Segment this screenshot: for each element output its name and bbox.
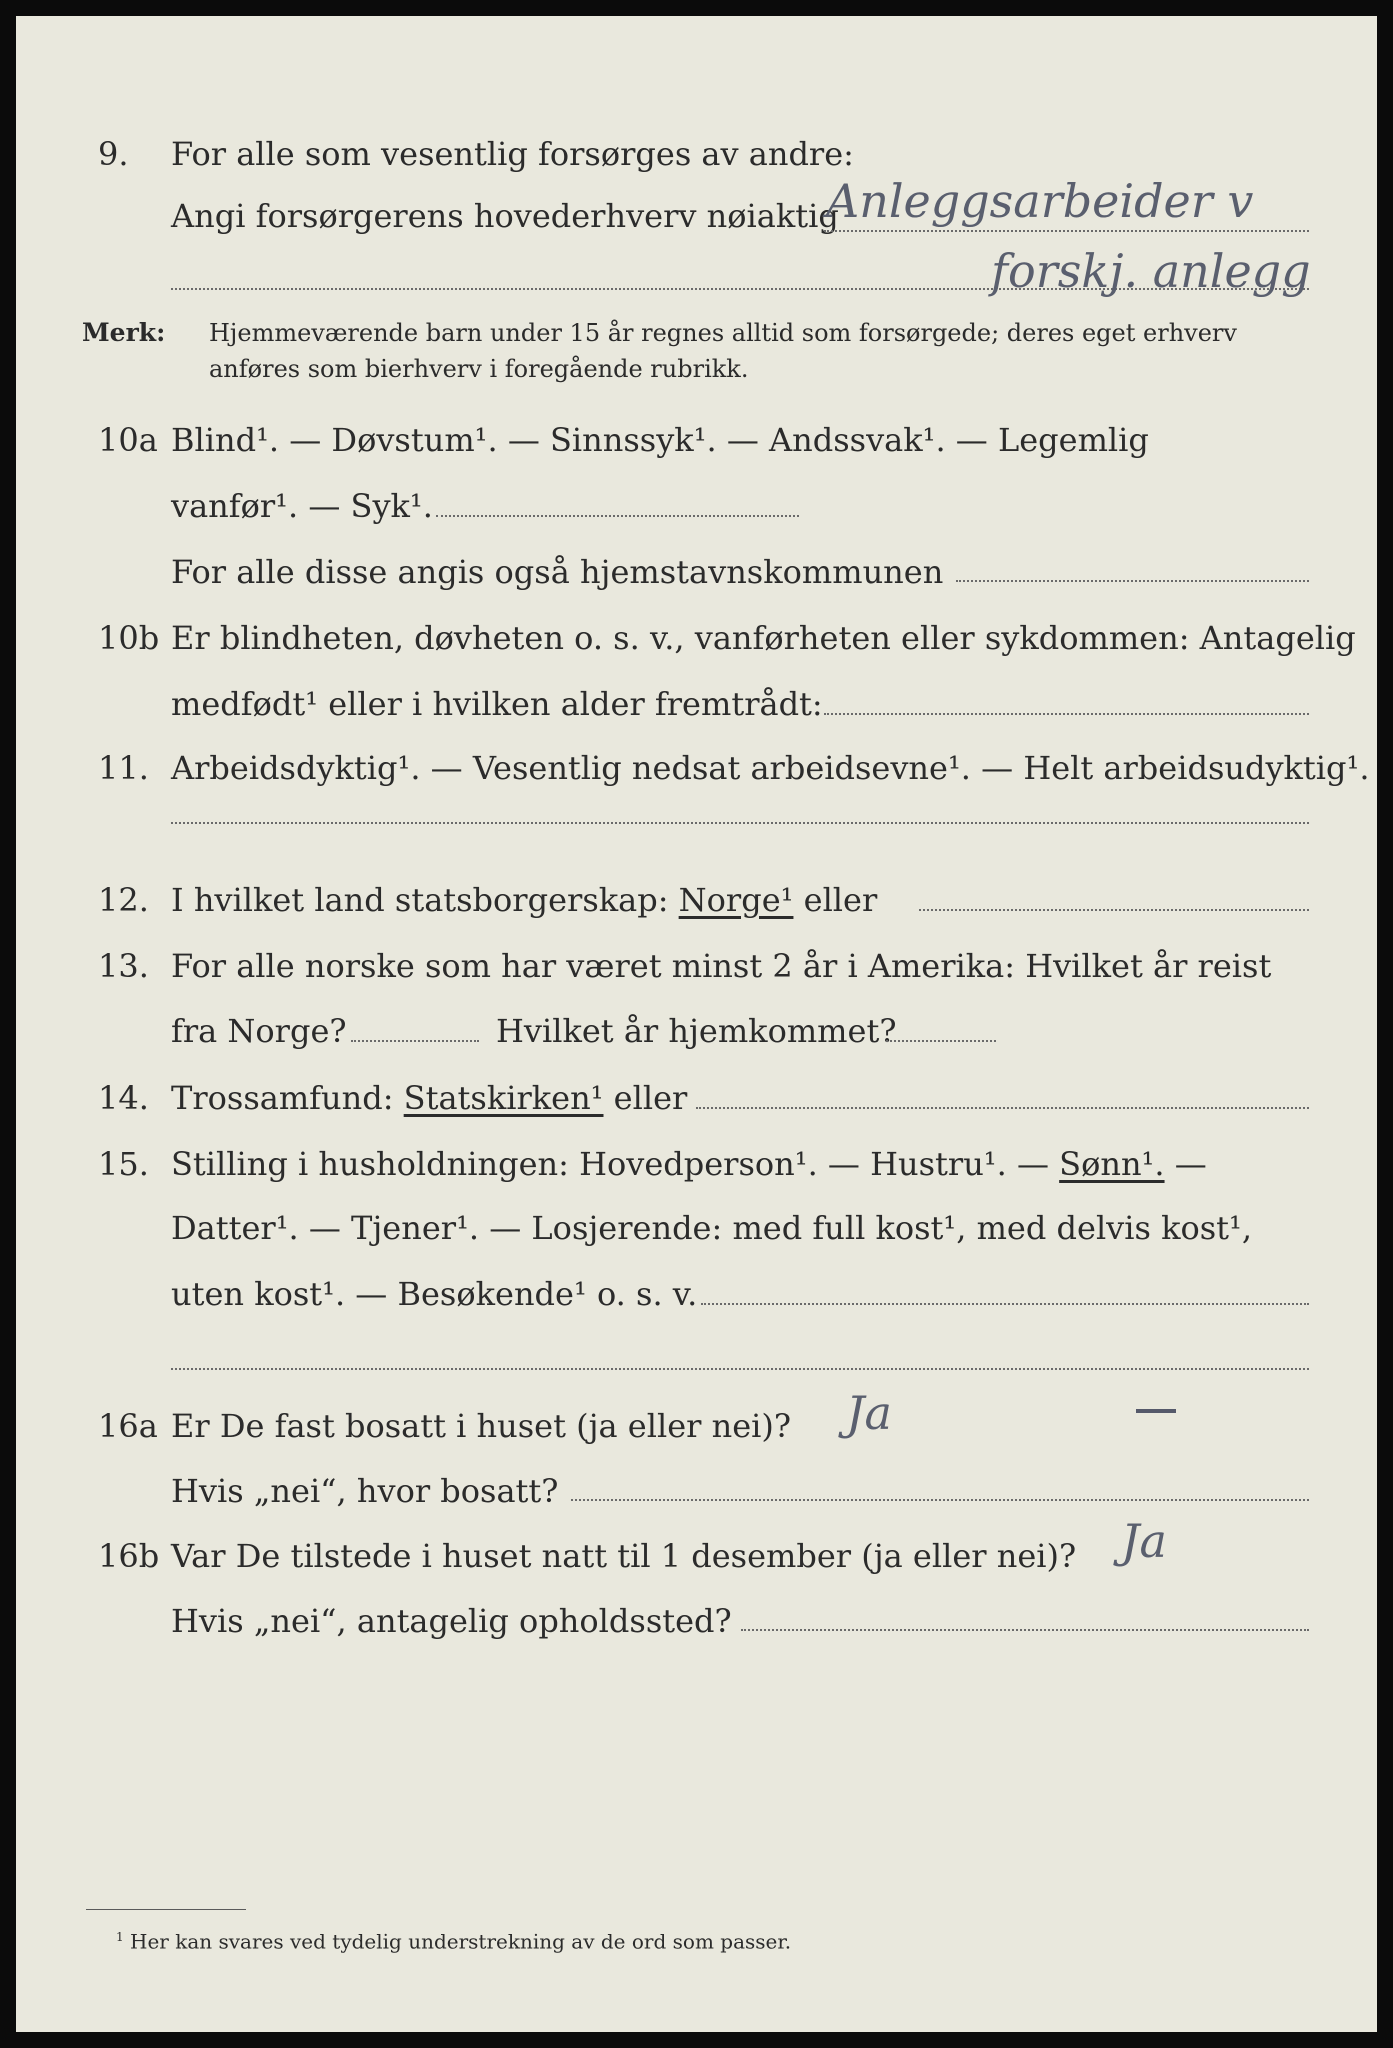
q16a-handwritten-answer: Ja	[846, 1386, 892, 1440]
pen-mark	[1136, 1409, 1176, 1413]
q16b-line1: Var De tilstede i huset natt til 1 desember (ja eller nei)?	[171, 1537, 1077, 1575]
q10a-fill-line-2	[956, 580, 1309, 582]
q12-option-norge: Norge¹	[678, 881, 794, 919]
q13-line1: For alle norske som har været minst 2 år i Amerika: Hvilket år reist	[171, 947, 1272, 985]
merk-line1: Hjemmeværende barn under 15 år regnes alltid som forsørgede; deres eget erhverv	[209, 319, 1237, 347]
q10a-line3: For alle disse angis også hjemstavnskommunen	[171, 553, 944, 591]
q10b-line1: Er blindheten, døvheten o. s. v., vanførheten eller sykdommen: Antagelig	[171, 619, 1356, 657]
q14-number: 14.	[98, 1079, 149, 1117]
q12-text	[171, 880, 877, 920]
q10b-line2: medfødt¹ eller i hvilken alder fremtrådt:	[171, 685, 823, 723]
q14-option-statskirken: Statskirken¹	[403, 1079, 604, 1117]
q16b-line2: Hvis „nei“, antagelig opholdssted?	[171, 1602, 732, 1640]
q11-line1: Arbeidsdyktig¹. — Vesentlig nedsat arbeidsevne¹. — Helt arbeidsudyktig¹.	[171, 749, 1370, 787]
q12-number: 12.	[98, 881, 149, 919]
q10a-number: 10a	[98, 421, 158, 459]
q15-fill-line-1	[701, 1303, 1309, 1305]
q15-option-sonn: Sønn¹.	[1059, 1145, 1165, 1183]
q10b-number: 10b	[98, 619, 160, 657]
q13-fill-line-2	[886, 1040, 996, 1042]
q15-line1c: —	[1174, 1145, 1207, 1183]
q10a-line2: vanfør¹. — Syk¹.	[171, 487, 433, 525]
q16b-handwritten-answer: Ja	[1121, 1514, 1167, 1568]
footnote-rule	[86, 1909, 246, 1910]
q15-fill-line-2	[171, 1368, 1309, 1370]
q15-line1a: Stilling i husholdningen: Hovedperson¹. — Hustru¹. —	[171, 1145, 1049, 1183]
census-form-page	[16, 16, 1377, 2032]
q13-line2a: fra Norge?	[171, 1012, 347, 1050]
q14-fill-line	[696, 1107, 1309, 1109]
q9-line1: For alle som vesentlig forsørges av andre:	[171, 135, 854, 173]
q9-fill-line-1	[824, 230, 1309, 232]
q10b-fill-line	[824, 713, 1309, 715]
q14-prefix: Trossamfund:	[171, 1079, 394, 1117]
merk-label: Merk:	[82, 318, 166, 347]
q16a-fill-line	[571, 1499, 1309, 1501]
q12-suffix: eller	[803, 881, 878, 919]
q16b-number: 16b	[98, 1537, 160, 1575]
q12-fill-line	[919, 909, 1309, 911]
footnote	[116, 1923, 791, 1956]
q16a-line1: Er De fast bosatt i huset (ja eller nei)?	[171, 1407, 792, 1445]
q15-line2: Datter¹. — Tjener¹. — Losjerende: med full kost¹, med delvis kost¹,	[171, 1209, 1253, 1247]
q16b-fill-line	[741, 1629, 1309, 1631]
q10a-line1: Blind¹. — Døvstum¹. — Sinnssyk¹. — Andssvak¹. — Legemlig	[171, 421, 1149, 459]
q14-suffix: eller	[613, 1079, 688, 1117]
merk-line2: anføres som bierhverv i foregående rubrikk.	[209, 355, 749, 383]
q9-handwritten-answer-2: forskj. anlegg	[991, 244, 1311, 298]
q11-fill-line	[171, 822, 1309, 824]
q11-number: 11.	[98, 749, 149, 787]
q12-prefix: I hvilket land statsborgerskap:	[171, 881, 669, 919]
q16a-line2: Hvis „nei“, hvor bosatt?	[171, 1472, 559, 1510]
q13-fill-line-1	[351, 1040, 479, 1042]
q9-line2: Angi forsørgerens hovederhverv nøiaktig	[171, 197, 839, 235]
footnote-mark: 1	[116, 1930, 124, 1944]
q13-line2b: Hvilket år hjemkommet?	[496, 1012, 897, 1050]
q16a-number: 16a	[98, 1407, 158, 1445]
q15-number: 15.	[98, 1145, 149, 1183]
q13-number: 13.	[98, 947, 149, 985]
q9-number: 9.	[98, 135, 129, 173]
q14-text	[171, 1078, 687, 1118]
q10a-fill-line-1	[436, 515, 799, 517]
q15-line1	[171, 1144, 1207, 1184]
q9-handwritten-answer-1: Anleggsarbeider v	[826, 174, 1254, 228]
footnote-text: Her kan svares ved tydelig understrekning av de ord som passer.	[130, 1929, 792, 1954]
q15-line3: uten kost¹. — Besøkende¹ o. s. v.	[171, 1275, 698, 1313]
